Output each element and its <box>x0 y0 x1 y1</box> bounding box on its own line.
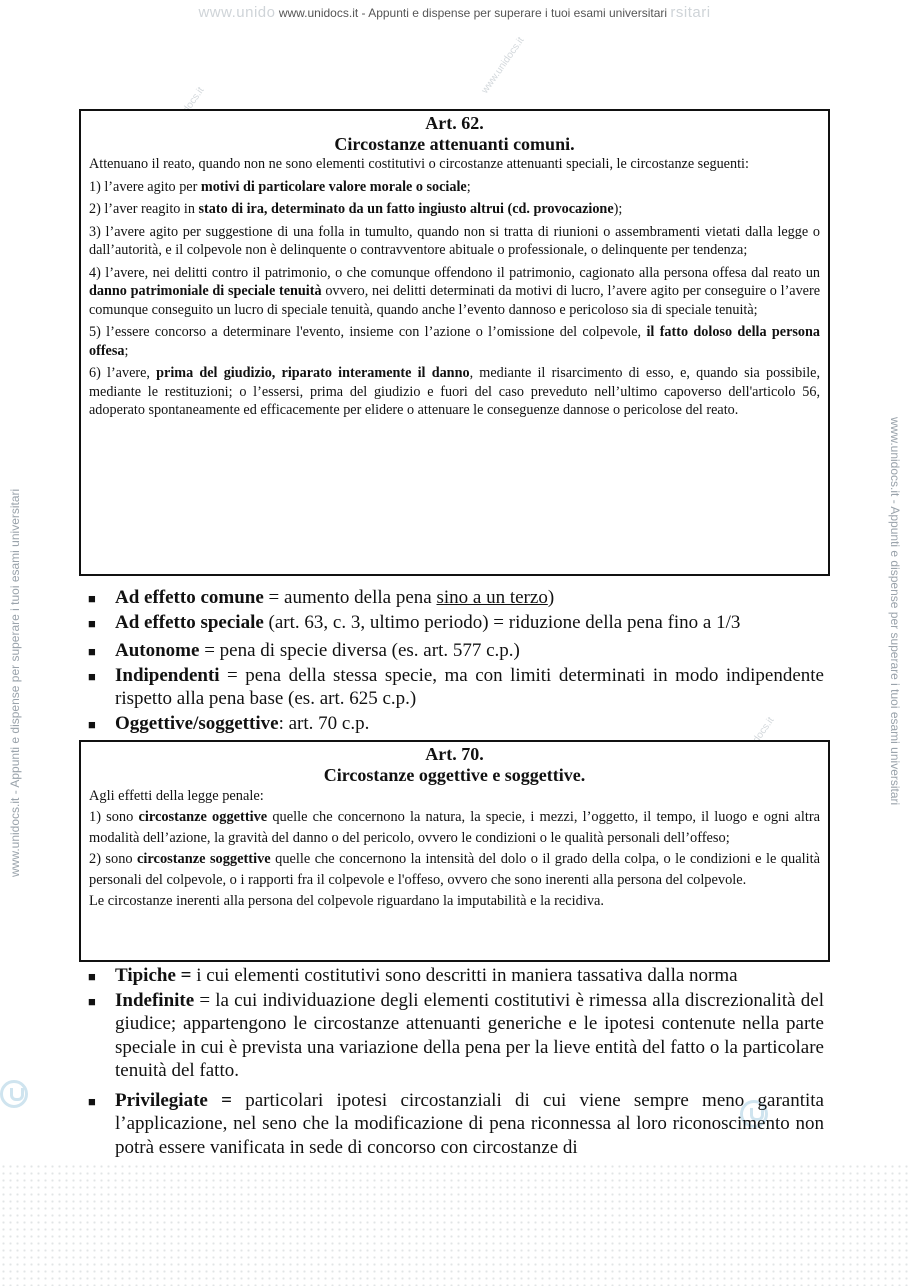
art70-number: Art. 70. <box>425 744 484 764</box>
art62-item-6: 6) l’avere, prima del giudizio, riparato interamente il danno, mediante il risarcimento di esso, e, quando sia possibile, mediante le restituzioni; o l’essersi, prima del giudizio e fuori del caso preveduto nell’ultimo capoverso dell'articolo 56, adoperato spontaneamente ed efficacemente per elidere o attenuare le conseguenze dannose o pericolose del reato. <box>89 365 821 418</box>
art70-box <box>79 740 830 962</box>
list-item: ■ Tipiche = i cui elementi costitutivi sono descritti in maniera tassativa dalla norma <box>88 964 824 988</box>
art70-item-1: 1) sono circostanze oggettive quelle che concernono la natura, la specie, i mezzi, l’oggetto, il tempo, il luogo e ogni altra modalità dell’azione, la gravità del danno o del pericolo, ovvero le condizioni o le qualità personali dell’offeso; <box>89 809 820 846</box>
art62-item-5: 5) l’essere concorso a determinare l'evento, insieme con l’azione o l’omissione del colpevole, il fatto doloso della persona offesa; <box>89 324 821 359</box>
list-item: ■ Indipendenti = pena della stessa specie, ma con limiti determinati in modo indipendente rispetto alla pena base (es. art. 625 c.p.) <box>88 664 824 709</box>
art62-item-2: 2) l’aver reagito in stato di ira, determinato da un fatto ingiusto altrui (cd. provocazione); <box>89 201 623 217</box>
circumstance-classes-list <box>88 964 824 1160</box>
header-watermark-ghost-left: www.unido <box>198 4 276 21</box>
list-item: ■ Oggettive/soggettive: art. 70 c.p. <box>88 712 824 736</box>
art70-item-3: Le circostanze inerenti alla persona del colpevole riguardano la imputabilità e la recidiva. <box>89 893 605 909</box>
side-watermark-left: www.unidocs.it - Appunti e dispense per superare i tuoi esami universitari <box>8 488 22 877</box>
art62-intro: Attenuano il reato, quando non ne sono elementi costitutivi o circostanze attenuanti speciali, le circostanze seguenti: <box>89 156 749 172</box>
side-watermark-right: www.unidocs.it - Appunti e dispense per superare i tuoi esami universitari <box>888 417 902 806</box>
list-item: ■ Autonome = pena di specie diversa (es. art. 577 c.p.) <box>88 639 824 663</box>
bullet-icon: ■ <box>88 591 96 606</box>
bullet-icon: ■ <box>88 644 96 659</box>
bullet-icon: ■ <box>88 615 96 631</box>
art62-number: Art. 62. <box>425 113 484 133</box>
bullet-icon: ■ <box>88 1093 96 1109</box>
header-watermark-text: www.unidocs.it - Appunti e dispense per superare i tuoi esami universitari <box>278 6 668 20</box>
list-item: ■ Indefinite = la cui individuazione degli elementi costitutivi è rimessa alla discrezionalità del giudice; appartengono le circostanze attenuanti generiche e le ipotesi contenute nella parte speciale in cui è prevista una variazione della pena per la lieve entità del fatto o la particolare tenuità del fatto. <box>88 989 824 1081</box>
art62-item-1: 1) l’avere agito per motivi di particolare valore morale o sociale; <box>89 178 471 195</box>
list-item: ■ Privilegiate = particolari ipotesi circostanziali di cui viene sempre meno garantita l’applicazione, nel seno che la modificazione di pena riconnessa al loro riconoscimento non potrà essere vanificata in sede di concorso con circostanze di <box>88 1089 824 1158</box>
list-item: ■ Ad effetto comune = aumento della pena sino a un terzo) <box>88 586 824 610</box>
bullet-icon: ■ <box>88 993 96 1009</box>
bullet-icon: ■ <box>88 716 96 732</box>
bullet-icon: ■ <box>88 668 96 684</box>
header-watermark <box>0 4 909 21</box>
art62-title: Circostanze attenuanti comuni. <box>334 134 575 154</box>
art70-title: Circostanze oggettive e soggettive. <box>323 765 586 785</box>
circumstance-types-list <box>88 586 824 736</box>
diagonal-watermark: www.unidocs.it <box>479 35 527 96</box>
art70-intro: Agli effetti della legge penale: <box>89 788 264 804</box>
footer-dot-pattern <box>0 1163 909 1286</box>
art62-item-4: 4) l’avere, nei delitti contro il patrimonio, o che comunque offendono il patrimonio, cagionato alla persona offesa dal reato un danno patrimoniale di speciale tenuità ovvero, nei delitti determinati da motivi di lucro, l’avere agito per conseguire o l’avere comunque conseguito un lucro di speciale tenuità, quando anche l’evento dannoso e pericoloso sia di speciale tenuità; <box>89 264 820 318</box>
bullet-icon: ■ <box>88 969 96 984</box>
art70-item-2: 2) sono circostanze soggettive quelle che concernono la intensità del dolo o il grado della colpa, o le condizioni e le qualità personali del colpevole, o i rapporti fra il colpevole e l'offeso, ovvero che sono inerenti alla persona del colpevole. <box>89 851 820 888</box>
art62-box <box>79 109 830 576</box>
list-item: ■ Ad effetto speciale (art. 63, c. 3, ultimo periodo) = riduzione della pena fino a 1/3 <box>88 611 824 635</box>
header-watermark-ghost-right: rsitari <box>670 4 711 21</box>
watermark-logo-icon <box>0 1080 28 1108</box>
art62-item-3: 3) l’avere agito per suggestione di una folla in tumulto, quando non si tratta di riunioni o assembramenti vietati dalla legge o dall’autorità, e il colpevole non è delinquente o contravventore abituale o professionale, o delinquente per tendenza; <box>89 223 820 258</box>
